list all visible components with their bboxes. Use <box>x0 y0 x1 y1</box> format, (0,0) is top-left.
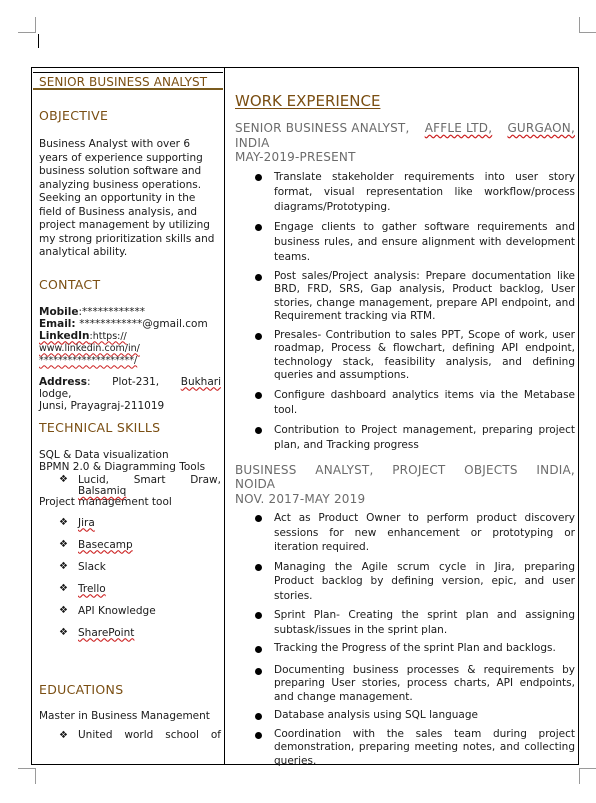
job-title-part: INDIA, <box>536 462 575 477</box>
job-bullet-text: Contribution to Project management, preparing project plan, and Tracking progress <box>274 423 575 451</box>
diamond-bullet-icon: ❖ <box>59 582 68 594</box>
pm-item-label: API Knowledge <box>78 604 156 617</box>
job-title-part: OBJECTS <box>464 462 518 477</box>
job-title <box>235 463 575 507</box>
job-bullet-text: Translate stakeholder requirements into user story format, visual representation like workflow/process diagrams/Prototyping. <box>274 170 575 213</box>
objective-heading: OBJECTIVE <box>39 108 109 123</box>
job-bullets <box>235 170 575 453</box>
bullet-dot-icon <box>255 564 262 571</box>
linkedin-label: LinkedIn <box>39 329 90 342</box>
linkedin-url[interactable]: www.linkedin.com/in/ <box>39 342 140 354</box>
education-heading: EDUCATIONS <box>39 681 124 697</box>
crop-mark-bottom-right-h <box>580 768 596 769</box>
school-word: world <box>124 728 154 741</box>
job-bullet-text: Engage clients to gather software requirements and business rules, and ensure alignment with development teams. <box>274 220 575 263</box>
bullet-dot-icon <box>255 646 262 653</box>
job-title-part: ANALYST, <box>315 462 374 477</box>
job-bullet[interactable] <box>235 220 575 265</box>
bullet-dot-icon <box>255 274 262 281</box>
crop-mark-top-right-v <box>579 17 580 33</box>
objective-line: analytical ability. <box>39 246 128 258</box>
job-title-line <box>235 463 575 478</box>
job-bullet[interactable] <box>235 388 575 418</box>
mobile-value: :************ <box>78 305 146 318</box>
bullet-dot-icon <box>255 224 262 231</box>
skill-line: BPMN 2.0 & Diagramming Tools <box>39 461 206 473</box>
email-label: Email: <box>39 317 80 330</box>
pm-item <box>39 578 221 600</box>
pm-item-label: SharePoint <box>78 626 135 639</box>
job-bullet[interactable] <box>235 709 575 723</box>
tool-word: Draw, <box>190 473 221 486</box>
linkedin-line <box>39 330 221 343</box>
objective-line: my strong prioritization skills and <box>39 232 215 245</box>
tools-item <box>39 474 221 497</box>
job-title-part: BUSINESS <box>235 462 297 477</box>
crop-mark-bottom-left-h <box>18 768 35 769</box>
bullet-dot-icon <box>255 174 262 181</box>
address-word: Plot-231, <box>112 375 160 388</box>
job-bullet[interactable] <box>235 270 575 324</box>
job-title-part: SENIOR BUSINESS ANALYST, <box>235 121 410 135</box>
job-bullet-text: Post sales/Project analysis: Prepare documentation like BRD, FRD, SRS, Gap analysis, Product backlog, User stories, change management, prepare API endpoint, and Requirement tracking via RTM. <box>274 269 575 322</box>
bullet-dot-icon <box>255 732 262 739</box>
pm-list <box>39 512 221 644</box>
job-bullet-text: Documenting business processes & requirements by preparing User stories, process charts, API endpoints, and change management. <box>274 663 575 703</box>
address-label: Address <box>39 375 87 388</box>
diamond-bullet-icon: ❖ <box>59 729 68 741</box>
objective-line: business solution software and <box>39 165 202 177</box>
crop-mark-bottom-right-v <box>579 768 580 784</box>
degree-line: Master in Business Management <box>39 709 210 722</box>
job-bullet-text: Act as Product Owner to perform product discovery sessions for new enhancement or prototyping or iteration required. <box>274 512 575 553</box>
job-bullet-text: Database analysis using SQL language <box>274 709 478 721</box>
objective-line: field of Business analysis, and <box>39 205 198 218</box>
address-word: : <box>86 375 91 388</box>
address-label-group <box>39 376 91 388</box>
job-bullet-text: Presales- Contribution to sales PPT, Scope of work, user roadmap, Process & flowchart, defining API endpoint, technology stack, feasibility analysis, and defining queries and assumptions. <box>274 328 575 381</box>
job-bullet[interactable] <box>235 329 575 383</box>
job-title <box>235 121 575 165</box>
contact-block[interactable] <box>39 306 221 412</box>
text-cursor <box>38 34 39 48</box>
job-bullet[interactable] <box>235 642 575 656</box>
address-line: Junsi, Prayagraj-211019 <box>39 399 165 412</box>
education-block[interactable] <box>39 710 221 742</box>
mobile-label: Mobile <box>39 305 79 318</box>
school-item <box>39 729 221 742</box>
address-line <box>39 376 221 388</box>
job-bullet[interactable] <box>235 728 575 769</box>
linkedin-url-tail[interactable]: ********************/ <box>39 354 138 366</box>
job-title-line: INDIA <box>235 135 270 150</box>
job-bullet-text: Coordination with the sales team during project demonstration, preparing meeting notes, and collecting queries. <box>274 727 575 767</box>
diamond-bullet-icon: ❖ <box>59 560 68 572</box>
sidebar-column <box>39 95 221 742</box>
school-word: school <box>165 728 199 741</box>
job-bullet[interactable] <box>235 664 575 705</box>
objective-line: Seeking an opportunity in the <box>39 192 196 204</box>
job-bullet-text: Managing the Agile scrum cycle in Jira, preparing Product backlog by defining version, epic, and user stories. <box>274 560 575 602</box>
column-divider <box>224 67 225 765</box>
pm-item <box>39 622 221 644</box>
job-bullet-text: Tracking the Progress of the sprint Plan and backlogs. <box>274 642 556 654</box>
diamond-bullet-icon: ❖ <box>59 516 68 528</box>
job-bullet[interactable] <box>235 608 575 637</box>
contact-heading: CONTACT <box>39 276 101 292</box>
skill-line: SQL & Data visualization <box>39 448 169 461</box>
crop-mark-top-left-h <box>18 32 35 33</box>
job-bullets <box>235 511 575 768</box>
bullet-dot-icon <box>255 427 262 434</box>
work-experience-heading: WORK EXPERIENCE <box>235 92 381 110</box>
school-line <box>78 729 221 742</box>
skills-block[interactable] <box>39 449 221 644</box>
linkedin-value: :https:// <box>89 330 127 342</box>
job-bullet-text: Configure dashboard analytics items via the Metabase tool. <box>274 388 575 416</box>
bullet-dot-icon <box>255 515 262 522</box>
pm-item-label: Basecamp <box>78 538 133 551</box>
job-title-part: GURGAON, <box>507 121 575 135</box>
bullet-dot-icon <box>255 668 262 675</box>
email-line <box>39 318 221 330</box>
pm-item <box>39 556 221 578</box>
objective-line: years of experience supporting <box>39 151 203 164</box>
tool-word: Balsamiq <box>78 485 127 497</box>
school-word: of <box>210 728 221 741</box>
tool-word: Lucid, <box>78 473 110 486</box>
diamond-bullet-icon: ❖ <box>59 604 68 616</box>
pm-item <box>39 534 221 556</box>
address-line: lodge, <box>39 387 72 400</box>
job-bullet[interactable] <box>235 560 575 604</box>
job-dates: MAY-2019-PRESENT <box>235 150 356 164</box>
job-title-part: AFFLE LTD, <box>424 121 493 135</box>
job-title-line <box>235 121 575 136</box>
pm-item-label: Jira <box>78 516 95 529</box>
objective-line: analyzing business operations. <box>39 178 202 191</box>
bullet-dot-icon <box>255 612 262 619</box>
bullet-dot-icon <box>255 713 262 720</box>
diamond-bullet-icon: ❖ <box>59 538 68 550</box>
pm-item-label: Trello <box>78 582 106 595</box>
school-word: United <box>78 728 113 741</box>
skills-heading: TECHNICAL SKILLS <box>39 419 161 435</box>
job-title-part: PROJECT <box>392 462 446 477</box>
mobile-line <box>39 306 221 318</box>
bullet-dot-icon <box>255 333 262 340</box>
role-banner: SENIOR BUSINESS ANALYST <box>33 72 223 90</box>
email-value: ************@gmail.com <box>79 317 208 330</box>
pm-item-label: Slack <box>78 560 106 573</box>
pm-item <box>39 600 221 622</box>
job-title-line: NOIDA <box>235 477 276 491</box>
objective-line: project management by utilizing <box>39 219 210 231</box>
crop-mark-top-right-h <box>580 32 596 33</box>
pm-label: Project management tool <box>39 496 172 508</box>
crop-mark-top-left-v <box>35 17 36 33</box>
crop-mark-bottom-left-v <box>35 768 36 784</box>
diamond-bullet-icon: ❖ <box>59 626 68 638</box>
bullet-dot-icon <box>255 392 262 399</box>
objective-line: Business Analyst with over 6 <box>39 138 191 150</box>
job-bullet[interactable] <box>235 170 575 215</box>
objective-text[interactable] <box>39 138 221 260</box>
diamond-bullet-icon: ❖ <box>59 473 68 485</box>
job-dates: NOV. 2017-MAY 2019 <box>235 491 366 506</box>
address-word: Bukhari <box>180 375 221 388</box>
tool-word: Smart <box>133 473 166 486</box>
job-bullet[interactable] <box>235 511 575 555</box>
job-bullet-text: Sprint Plan- Creating the sprint plan and assigning subtask/issues in the sprint plan. <box>274 609 575 636</box>
job-bullet[interactable] <box>235 423 575 453</box>
pm-item <box>39 512 221 534</box>
main-column <box>235 92 575 768</box>
